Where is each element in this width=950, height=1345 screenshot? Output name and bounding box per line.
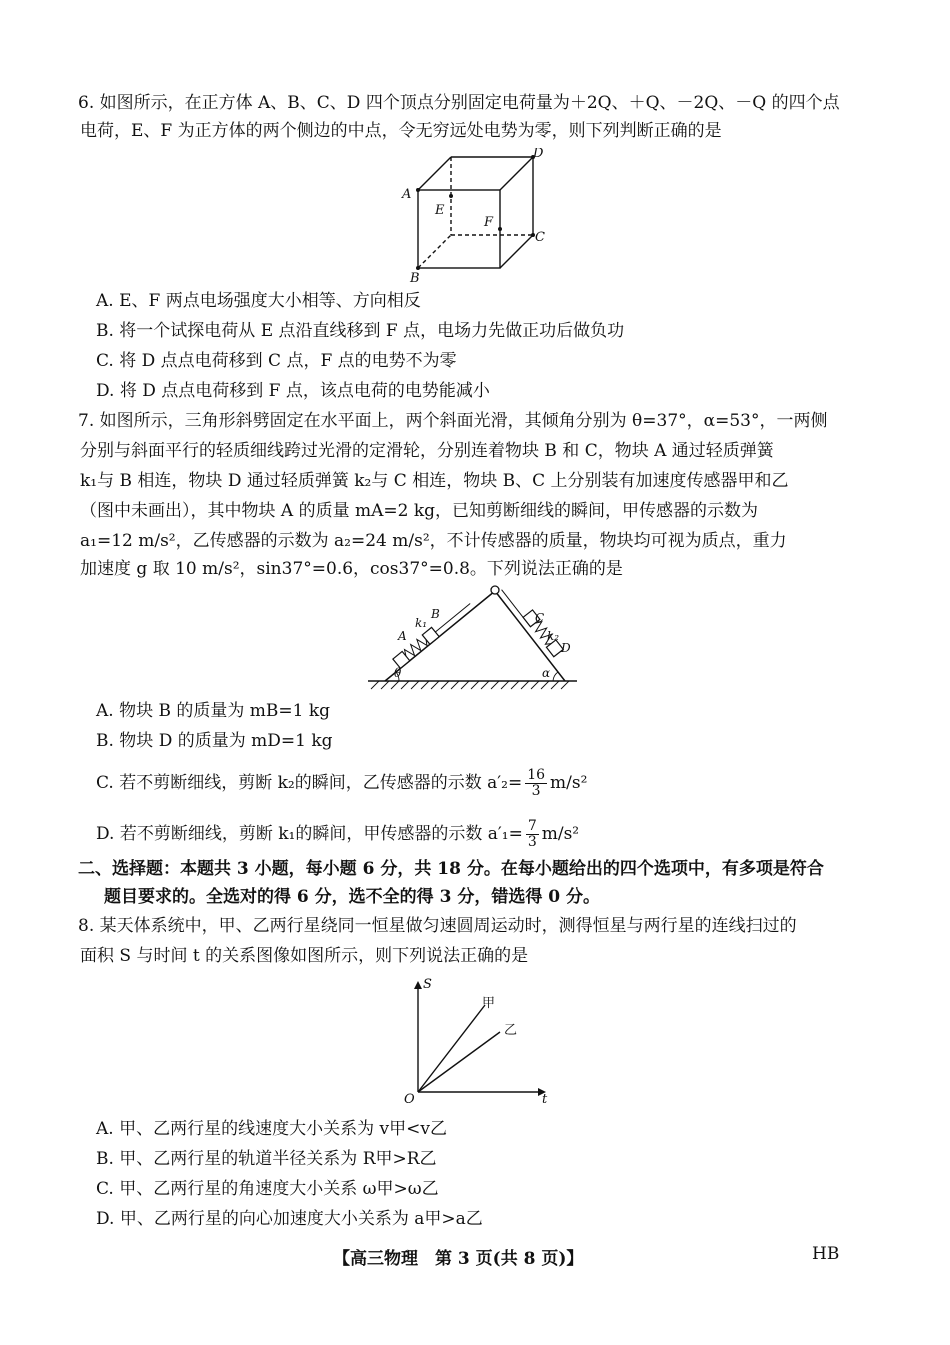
cube-figure: [395, 148, 555, 283]
footer-page-info: 【高三物理 第 3 页(共 8 页)】: [333, 1249, 584, 1269]
q7-option-c-denominator: 3: [531, 783, 541, 799]
point-b: [416, 266, 420, 270]
q6-option-c: C. 将 D 点点电荷移到 C 点，F 点的电势不为零: [96, 351, 457, 371]
ground-hatching: [371, 681, 569, 689]
area-time-graph: [400, 975, 555, 1105]
q8-option-d: D. 甲、乙两行星的向心加速度大小关系为 a甲>a乙: [96, 1209, 483, 1229]
q8-option-a: A. 甲、乙两行星的线速度大小关系为 v甲<v乙: [96, 1119, 447, 1139]
line-yi: [418, 1032, 500, 1092]
point-e: [449, 194, 453, 198]
q7-option-c-text: C. 若不剪断细线，剪断 k₂的瞬间，乙传感器的示数 a′₂=: [96, 773, 523, 793]
q6-option-b: B. 将一个试探电荷从 E 点沿直线移到 F 点，电场力先做正功后做负功: [96, 321, 625, 341]
label-b: B: [410, 271, 420, 283]
q6-stem-line2: 电荷，E、F 为正方体的两个侧边的中点，令无穷远处电势为零，则下列判断正确的是: [80, 121, 722, 141]
line-label-jia: 甲: [482, 996, 496, 1011]
q7-option-b: B. 物块 D 的质量为 mD=1 kg: [96, 731, 333, 751]
q8-option-b: B. 甲、乙两行星的轨道半径关系为 R甲>R乙: [96, 1149, 437, 1169]
y-axis-arrow: [414, 981, 422, 989]
wedge-label-c: C: [535, 611, 545, 625]
q7-option-d: [96, 819, 579, 850]
q7-option-c-unit: m/s²: [550, 773, 588, 793]
origin-label: O: [404, 1092, 415, 1105]
q7-option-c: [96, 768, 587, 799]
q7-stem-line2: 分别与斜面平行的轻质细线跨过光滑的定滑轮，分别连着物块 B 和 C，物块 A 通过轻质弹簧: [80, 441, 774, 461]
point-a: [416, 188, 420, 192]
label-d: D: [533, 148, 544, 161]
label-e: E: [435, 203, 445, 218]
wedge-figure: [365, 585, 590, 693]
q7-option-d-numerator: 7: [527, 818, 537, 834]
string-left: [435, 604, 470, 633]
q7-option-d-denominator: 3: [527, 834, 537, 850]
q7-option-a: A. 物块 B 的质量为 mB=1 kg: [96, 701, 331, 721]
q6-stem-line1: 6. 如图所示，在正方体 A、B、C、D 四个顶点分别固定电荷量为＋2Q、＋Q、－2Q、－Q 的四个点: [78, 93, 840, 113]
q7-stem-line1: 7. 如图所示，三角形斜劈固定在水平面上，两个斜面光滑，其倾角分别为 θ=37°，α=53°，一两侧: [78, 411, 828, 431]
q7-stem-line5: a₁=12 m/s²，乙传感器的示数为 a₂=24 m/s²，不计传感器的质量，物块均可视为质点，重力: [80, 531, 787, 551]
q6-option-d: D. 将 D 点点电荷移到 F 点，该点电荷的电势能减小: [96, 381, 490, 401]
wedge-label-b: B: [431, 607, 440, 621]
q7-stem-line4: （图中未画出），其中物块 A 的质量 mA=2 kg，已知剪断细线的瞬间，甲传感器的示数为: [80, 501, 759, 521]
wedge-label-k2: k₂: [547, 629, 560, 643]
q7-option-c-fraction: [525, 768, 547, 799]
pulley: [491, 586, 499, 594]
q6-option-a: A. E、F 两点电场强度大小相等、方向相反: [96, 291, 421, 311]
q7-option-d-fraction: [526, 819, 539, 850]
q8-option-c: C. 甲、乙两行星的角速度大小关系 ω甲>ω乙: [96, 1179, 439, 1199]
point-f: [498, 227, 502, 231]
label-f: F: [484, 215, 494, 230]
q7-option-c-numerator: 16: [527, 767, 546, 783]
section2-heading-line1: 二、选择题：本题共 3 小题，每小题 6 分，共 18 分。在每小题给出的四个选项中，有多项是符合: [78, 859, 824, 879]
axis-label-s: S: [423, 977, 432, 992]
label-c: C: [535, 230, 545, 245]
angle-arc-alpha: [553, 672, 558, 681]
line-label-yi: 乙: [504, 1023, 518, 1038]
wedge-label-a: A: [398, 629, 407, 643]
q7-stem-line3: k₁与 B 相连，物块 D 通过轻质弹簧 k₂与 C 相连，物块 B、C 上分别装有加速度传感器甲和乙: [80, 471, 789, 491]
line-jia: [418, 1005, 485, 1092]
label-a: A: [402, 187, 412, 202]
wedge-label-d: D: [561, 641, 571, 655]
section2-heading-line2: 题目要求的。全选对的得 6 分，选不全的得 3 分，错选得 0 分。: [104, 887, 600, 907]
q7-stem-line6: 加速度 g 取 10 m/s²，sin37°=0.6，cos37°=0.8。下列说法正确的是: [80, 559, 623, 579]
wedge-label-k1: k₁: [415, 616, 428, 630]
footer-code: HB: [812, 1244, 840, 1264]
q8-stem-line1: 8. 某天体系统中，甲、乙两行星绕同一恒星做匀速圆周运动时，测得恒星与两行星的连线扫过的: [78, 916, 797, 936]
axis-label-t: t: [542, 1092, 548, 1105]
wedge-label-alpha: α: [542, 666, 551, 680]
q7-option-d-unit: m/s²: [541, 824, 580, 844]
wedge-outline: [385, 591, 565, 681]
q7-option-d-text: D. 若不剪断细线，剪断 k₁的瞬间，甲传感器的示数 a′₁=: [96, 824, 523, 844]
wedge-label-theta: θ: [394, 666, 402, 680]
q8-stem-line2: 面积 S 与时间 t 的关系图像如图所示，则下列说法正确的是: [80, 946, 529, 966]
